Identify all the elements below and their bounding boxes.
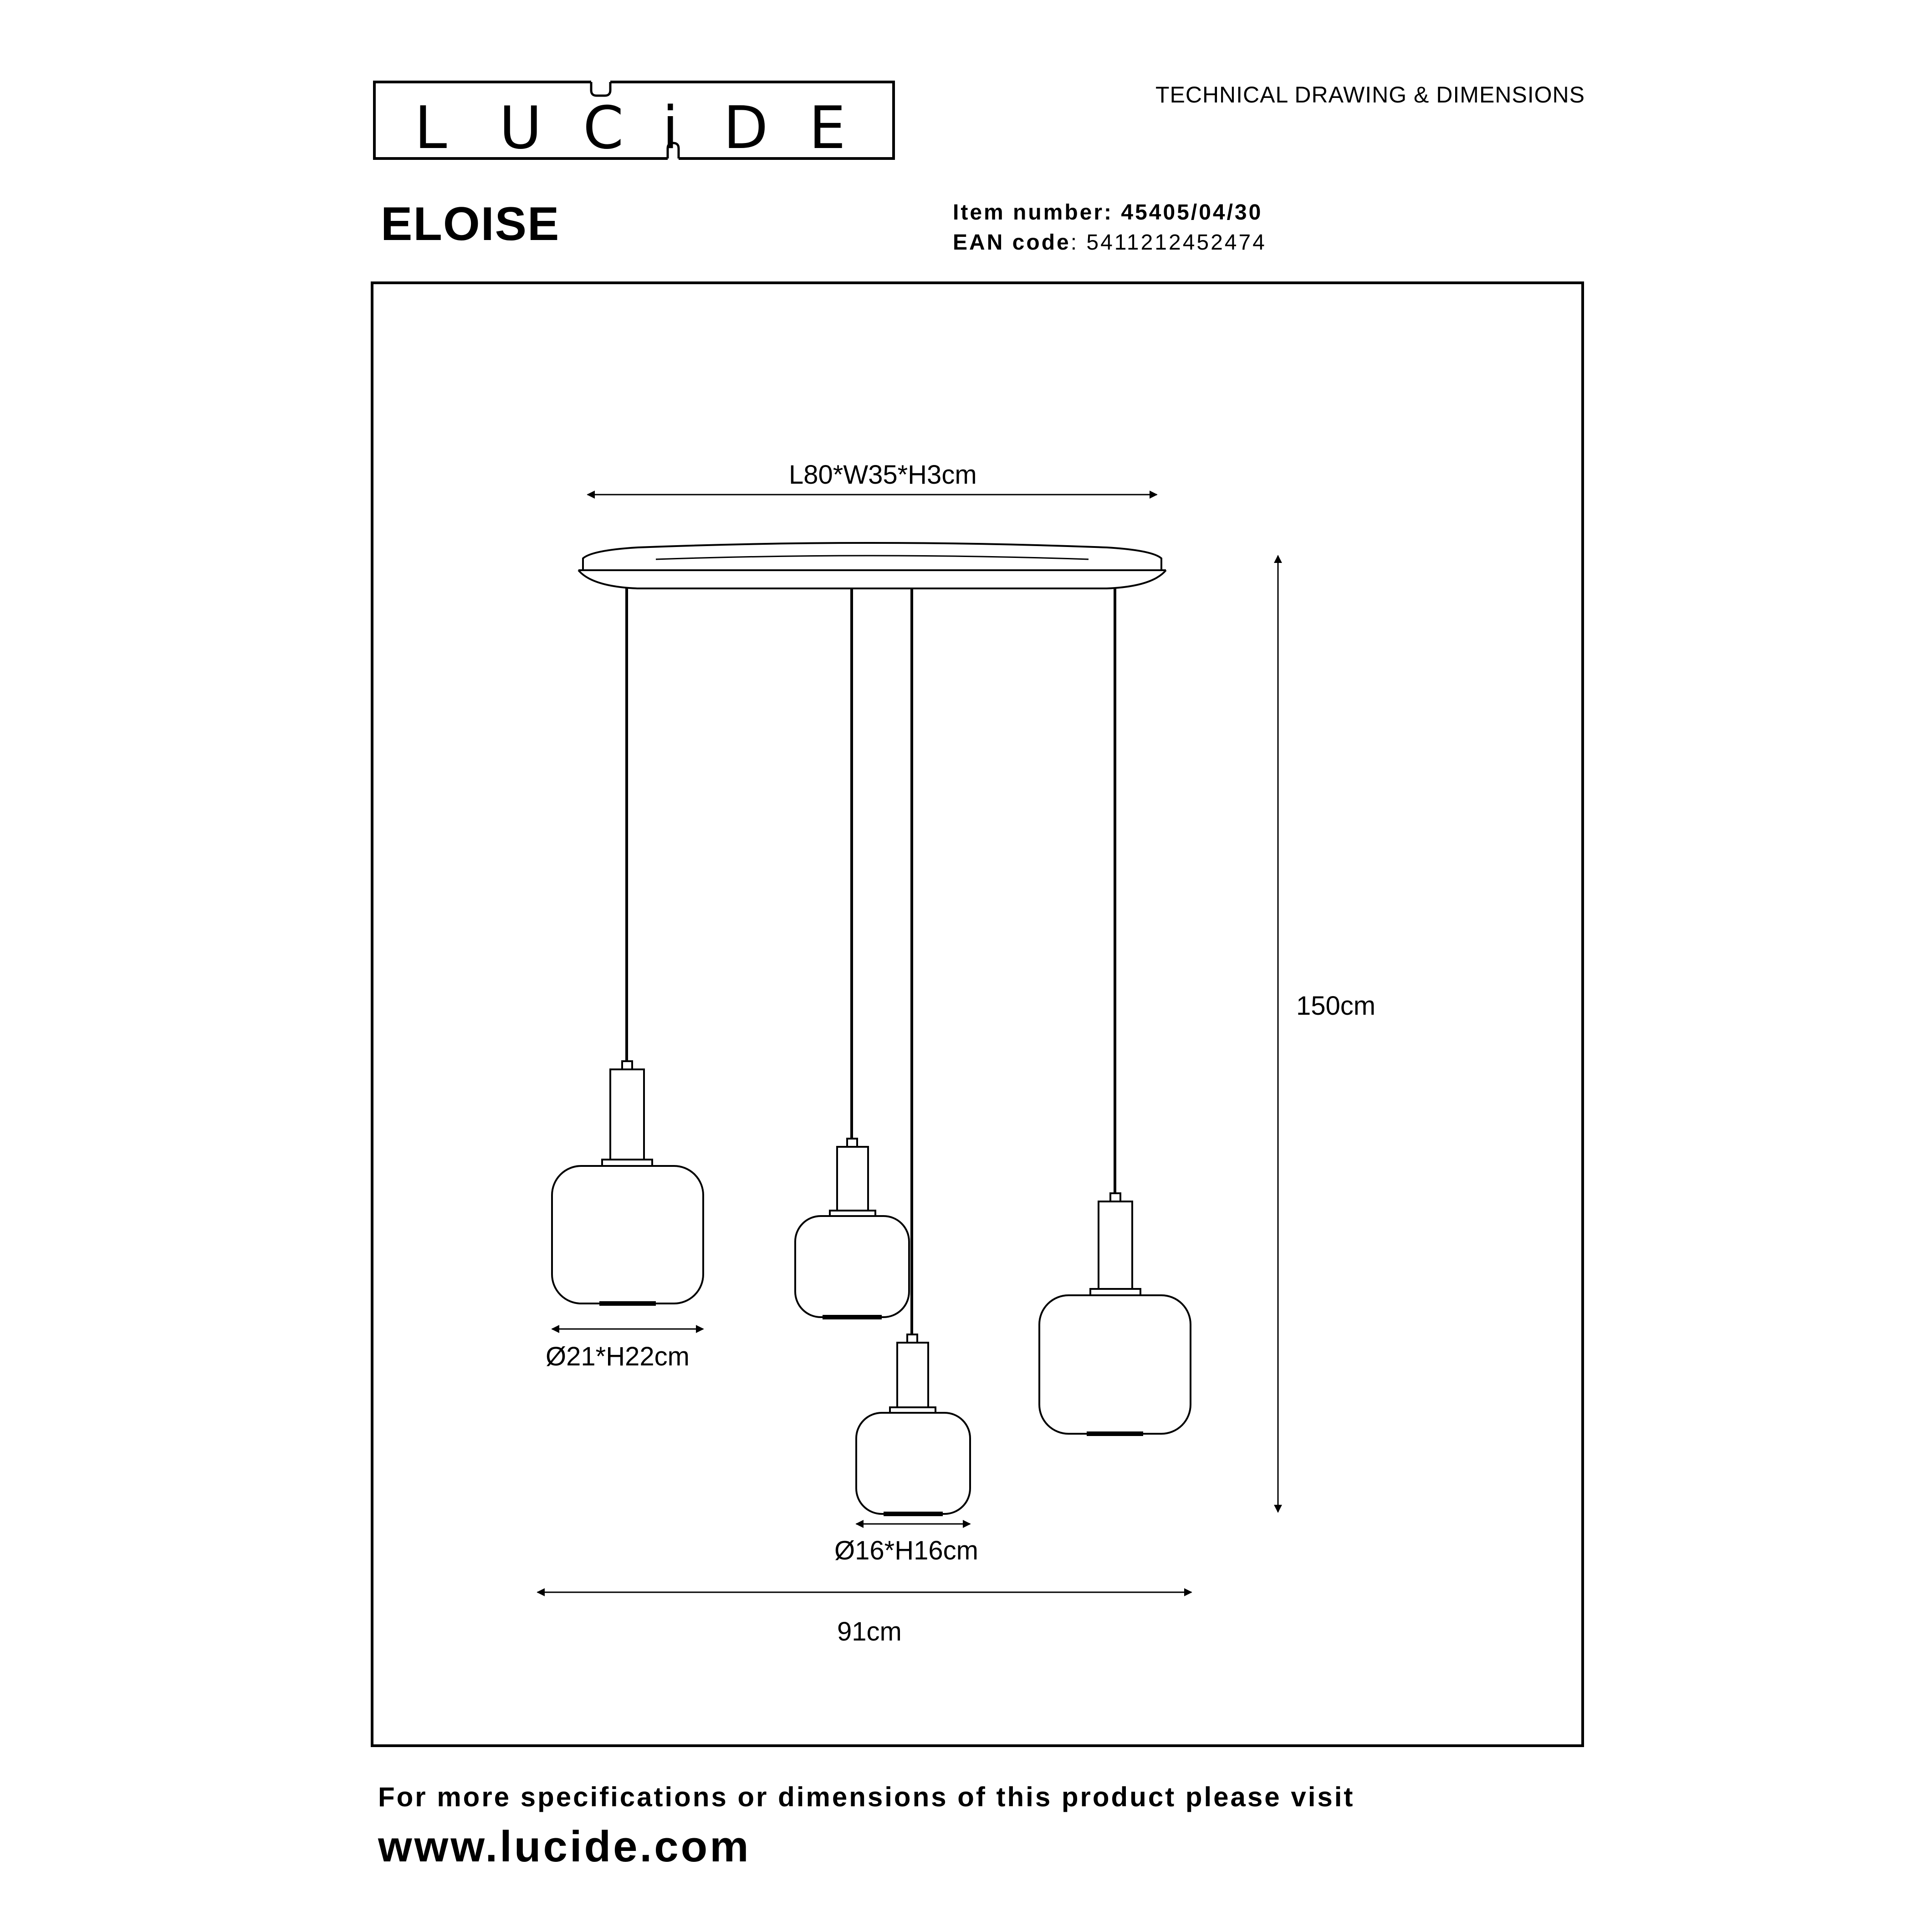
logo-letter-u: U bbox=[499, 94, 542, 162]
large-shade-dimension-label: Ø21*H22cm bbox=[546, 1342, 690, 1371]
logo-letter-c: C bbox=[583, 94, 624, 162]
canopy bbox=[578, 543, 1166, 588]
pendant-small-bottom bbox=[856, 1334, 970, 1514]
footer-note: For more specifications or dimensions of this product please visit bbox=[378, 1782, 1355, 1812]
height-dimension-label: 150cm bbox=[1296, 991, 1376, 1021]
canopy-dimension-label: L80*W35*H3cm bbox=[789, 460, 977, 490]
width-dimension-label: 91cm bbox=[837, 1617, 902, 1646]
ean-code-value: : 5411212452474 bbox=[1070, 230, 1267, 255]
document-type: TECHNICAL DRAWING & DIMENSIONS bbox=[1155, 82, 1585, 107]
pendant-small-middle bbox=[795, 1139, 909, 1317]
product-name: ELOISE bbox=[381, 198, 560, 250]
small-shade-dimension-label: Ø16*H16cm bbox=[834, 1536, 978, 1565]
logo-letter-e: E bbox=[809, 94, 846, 162]
logo-letter-i: i bbox=[662, 94, 679, 162]
item-number-value: 45405/04/30 bbox=[1121, 200, 1263, 225]
ean-code-label: EAN code bbox=[953, 230, 1071, 255]
logo-letter-l: L bbox=[414, 94, 447, 162]
logo-letter-d: D bbox=[723, 94, 768, 162]
pendant-large-left bbox=[552, 1061, 703, 1303]
footer-url[interactable]: www.lucide.com bbox=[378, 1822, 751, 1871]
item-number-label: Item number: bbox=[953, 200, 1114, 225]
pendant-large-right bbox=[1039, 1193, 1191, 1434]
